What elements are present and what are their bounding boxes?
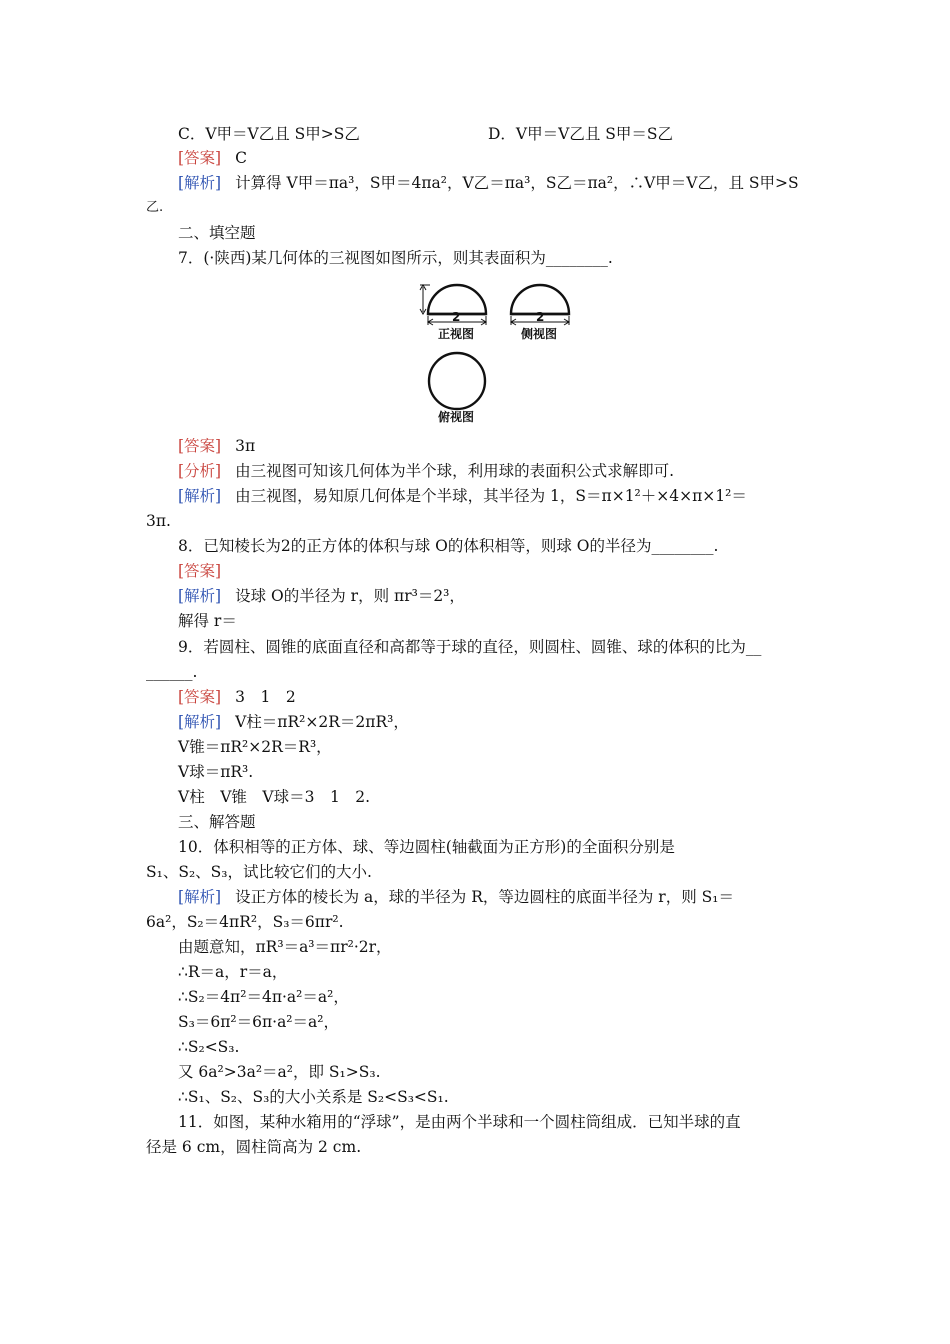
analysis-6 [178,173,799,193]
analysis-9-line2: V锥＝πR²×2R＝R³， [178,738,332,756]
option-c: C．V甲＝V乙且 S甲>S乙 [178,125,360,143]
question-10: 10．体积相等的正方体、球、等边圆柱(轴截面为正方形)的全面积分别是 [178,838,675,856]
analysis-9-line3: V球＝πR³. [178,763,254,781]
analysis-tag: [解析] [178,587,222,605]
answer-6 [178,148,247,168]
hint-7 [178,461,674,481]
analysis-8-cont: 解得 r＝ [178,612,237,630]
answer-text: 3 1 2 [235,688,296,706]
analysis-9-line4: V柱 V锥 V球＝3 1 2. [178,788,371,806]
analysis-7 [178,486,747,506]
answer-9 [178,687,296,707]
analysis-6-cont: 乙. [146,200,164,215]
front-view-label: 正视图 [438,327,475,341]
side-dim-label: 2 [536,310,545,324]
section-fill-in: 二、填空题 [178,224,256,242]
analysis-text: 由三视图，易知原几何体是个半球，其半径为 1，S＝π×1²＋×4×π×1²＝ [235,487,747,505]
analysis-10-line4: ∴R＝a，r＝a， [178,963,288,981]
analysis-text: V柱＝πR²×2R＝2πR³， [235,713,409,731]
option-d: D．V甲＝V乙且 S甲＝S乙 [488,125,673,143]
side-view-label: 侧视图 [521,327,558,341]
question-8: 8．已知棱长为2的正方体的体积与球 O的体积相等，则球 O的半径为________. [178,537,719,555]
analysis-tag: [解析] [178,713,222,731]
answer-tag: [答案] [178,149,222,167]
question-7: 7．(·陕西)某几何体的三视图如图所示，则其表面积为________. [178,249,613,267]
question-11: 11．如图，某种水箱用的“浮球”，是由两个半球和一个圆柱筒组成．已知半球的直 [178,1113,741,1131]
question-11-cont: 径是 6 cm，圆柱筒高为 2 cm. [146,1138,362,1156]
answer-tag: [答案] [178,562,222,580]
analysis-10-line9: ∴S₁、S₂、S₃的大小关系是 S₂<S₃<S₁. [178,1088,449,1106]
analysis-text: 计算得 V甲＝πa³，S甲＝4πa²，V乙＝πa³，S乙＝πa²，∴V甲＝V乙，且 S甲>S [235,174,799,192]
analysis-10 [178,887,734,907]
front-dim-label: 2 [452,310,461,324]
top-view [429,353,485,409]
hint-text: 由三视图可知该几何体为半个球，利用球的表面积公式求解即可. [235,462,675,480]
analysis-tag: [解析] [178,888,222,906]
answer-text: C [235,149,247,167]
analysis-text: 设正方体的棱长为 a，球的半径为 R，等边圆柱的底面半径为 r，则 S₁＝ [235,888,734,906]
answer-7 [178,436,255,456]
answer-8 [178,561,221,581]
analysis-tag: [解析] [178,487,222,505]
analysis-10-line8: 又 6a²>3a²＝a²，即 S₁>S₃. [178,1063,381,1081]
analysis-10-line7: ∴S₂<S₃. [178,1038,240,1056]
answer-tag: [答案] [178,437,222,455]
analysis-10-line6: S₃＝6π²＝6π·a²＝a²， [178,1013,339,1031]
analysis-9 [178,712,409,732]
analysis-10-line2: 6a²，S₂＝4πR²，S₃＝6πr². [146,913,344,931]
analysis-7-cont: 3π. [146,512,171,530]
three-view-figure [400,276,580,428]
analysis-10-line5: ∴S₂＝4π²＝4π·a²＝a²， [178,988,349,1006]
section-solve: 三、解答题 [178,813,256,831]
analysis-8 [178,586,465,606]
question-9: 9．若圆柱、圆锥的底面直径和高都等于球的直径，则圆柱、圆锥、球的体积的比为__ [178,638,762,656]
analysis-tag: [解析] [178,174,222,192]
analysis-text: 设球 O的半径为 r，则 πr³＝2³， [235,587,465,605]
answer-tag: [答案] [178,688,222,706]
question-9-cont: ______. [146,663,198,681]
answer-text: 3π [235,437,256,455]
hint-tag: [分析] [178,462,222,480]
analysis-10-line3: 由题意知，πR³＝a³＝πr²·2r， [178,938,392,956]
question-10-cont: S₁、S₂、S₃，试比较它们的大小. [146,863,372,881]
top-view-label: 俯视图 [438,410,475,424]
